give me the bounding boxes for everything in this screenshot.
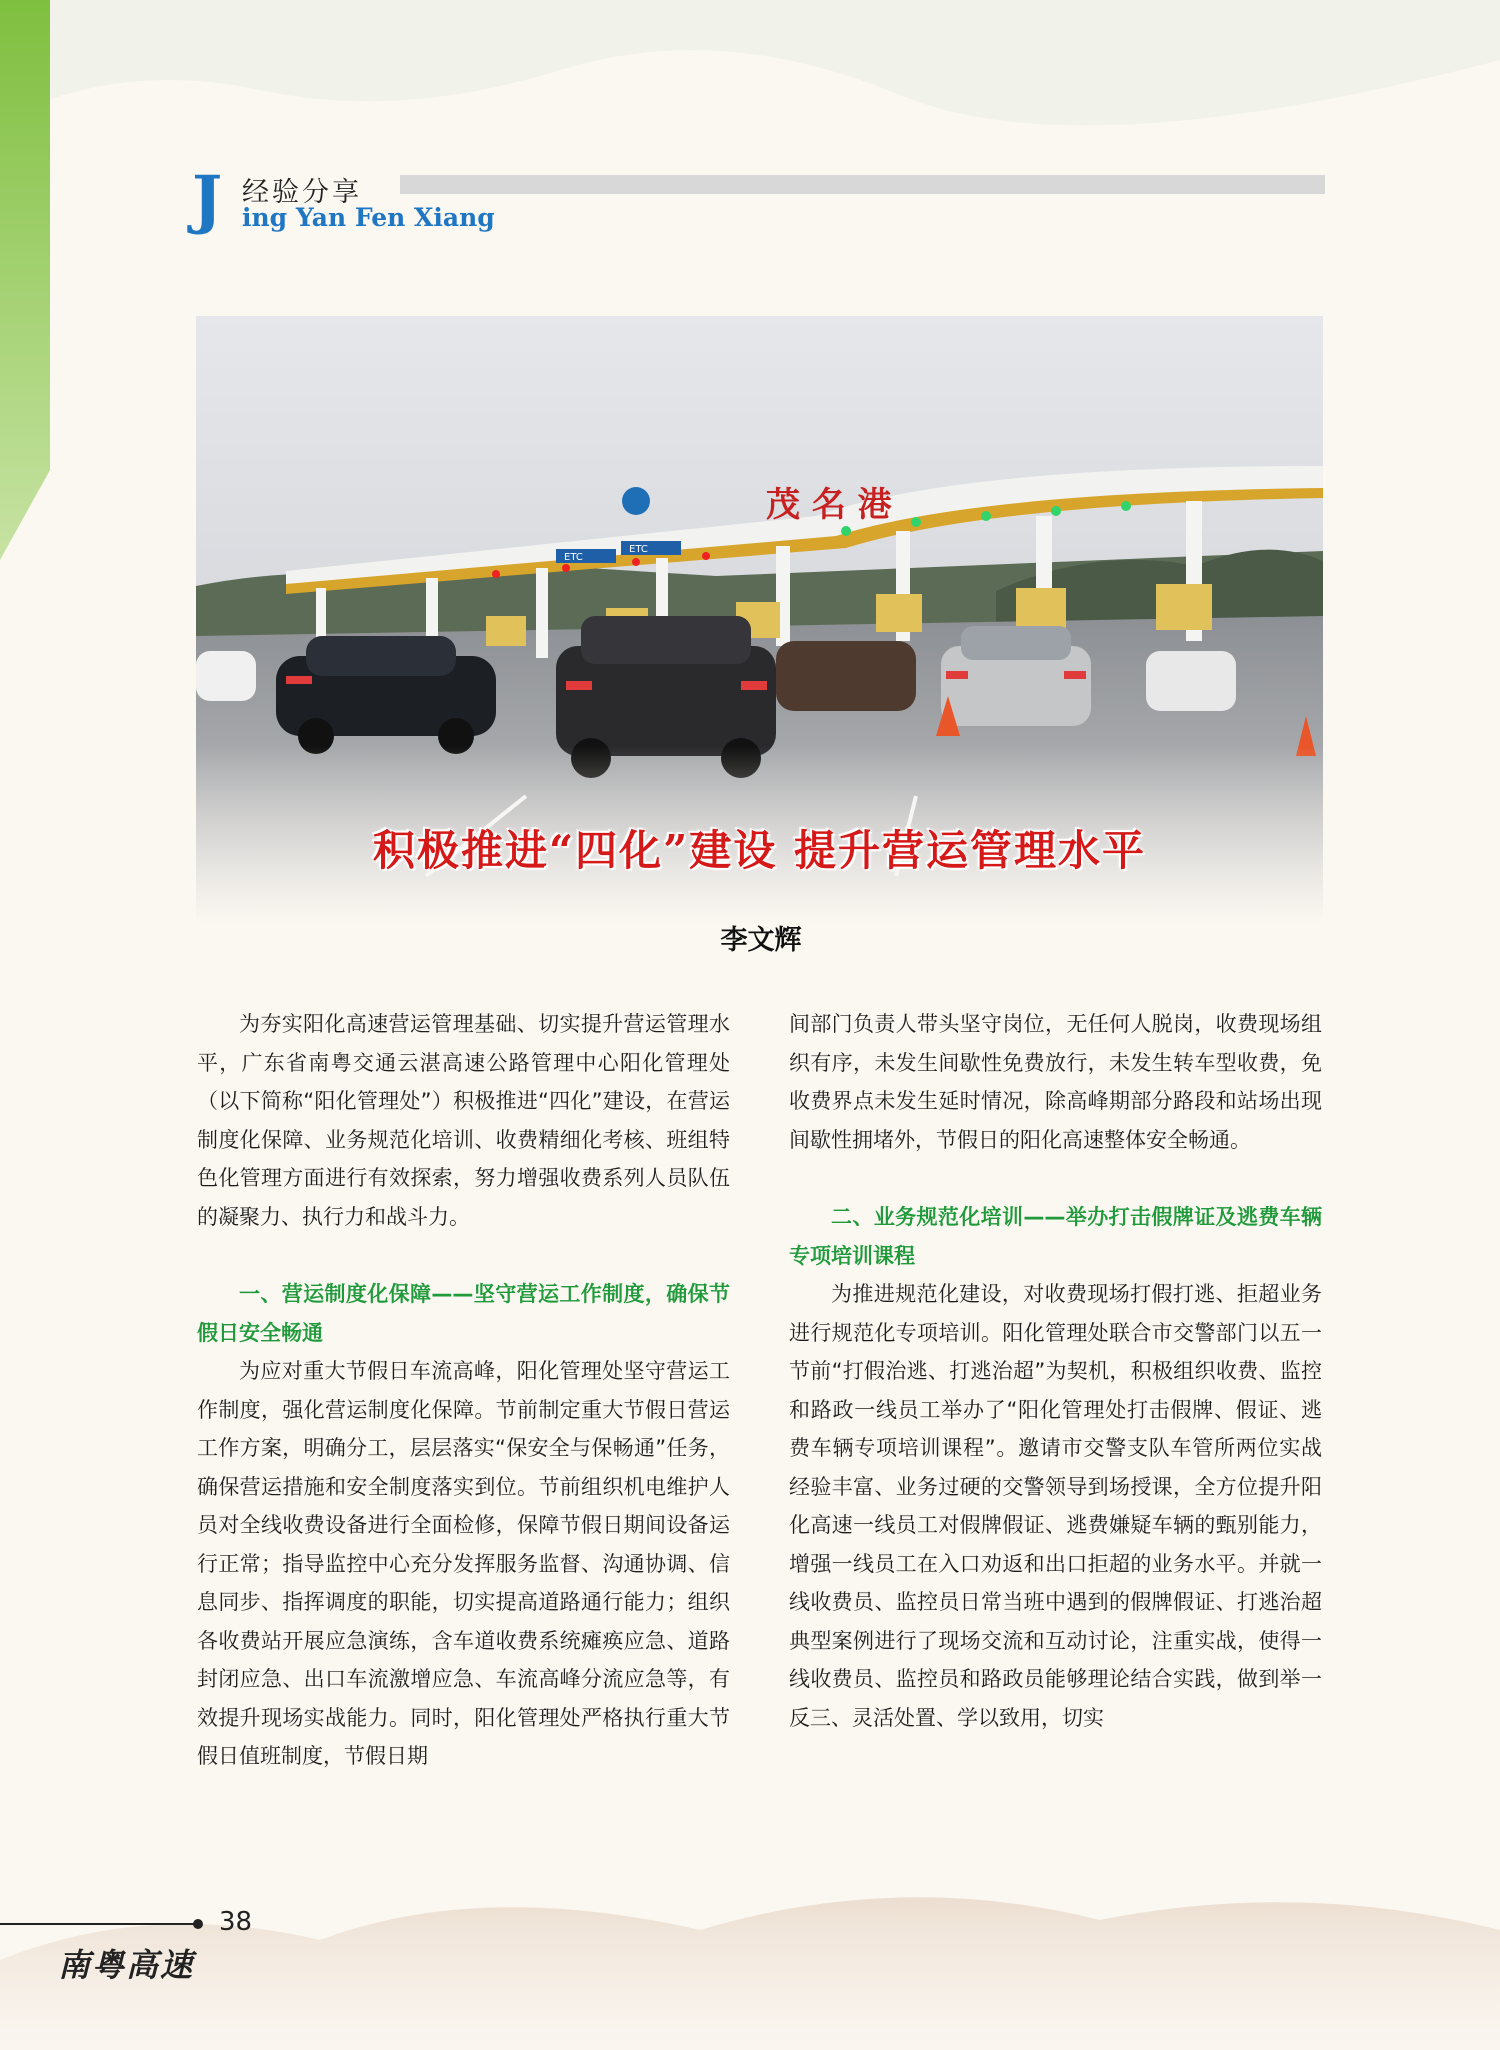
section-1-heading: 一、营运制度化保障——坚守营运工作制度，确保节假日安全畅通: [197, 1282, 730, 1345]
etc-sign-1: ETC: [564, 552, 583, 563]
section-1-continuation: 间部门负责人带头坚守岗位，无任何人脱岗，收费现场组织有序，未发生间歇性免费放行，未发生转车型收费，免收费界点未发生延时情况，除高峰期部分路段和站场出现间歇性拥堵外，节假日的阳化高速整体安全畅通。: [789, 1012, 1322, 1152]
intro-paragraph: 为夯实阳化高速营运管理基础、切实提升营运管理水平，广东省南粤交通云湛高速公路管理中心阳化管理处（以下简称“阳化管理处”）积极推进“四化”建设，在营运制度化保障、业务规范化培训、收费精细化考核、班组特色化管理方面进行有效探索，努力增强收费系列人员队伍的凝聚力、执行力和战斗力。: [197, 1012, 730, 1229]
plaza-sign-text: 茂 名 港: [766, 485, 892, 525]
section-2-heading: 二、业务规范化培训——举办打击假牌证及逃费车辆专项培训课程: [789, 1205, 1322, 1268]
section-title-pinyin: ing Yan Fen Xiang: [242, 203, 495, 232]
header-bar: [400, 175, 1325, 194]
right-column: [789, 1005, 1322, 1737]
footer-dot: [193, 1919, 203, 1929]
page-number: 38: [219, 1907, 253, 1937]
green-corner-band: [0, 0, 50, 560]
section-1-body: 为应对重大节假日车流高峰，阳化管理处坚守营运工作制度，强化营运制度化保障。节前制定重大节假日营运工作方案，明确分工，层层落实“保安全与保畅通”任务，确保营运措施和安全制度落实到位。节前组织机电维护人员对全线收费设备进行全面检修，保障节假日期间设备运行正常；指导监控中心充分发挥服务监督、沟通协调、信息同步、指挥调度的职能，切实提高道路通行能力；组织各收费站开展应急演练，含车道收费系统瘫痪应急、道路封闭应急、出口车流激增应急、车流高峰分流应急等，有效提升现场实战能力。同时，阳化管理处严格执行重大节假日值班制度，节假日期: [197, 1359, 730, 1768]
article-title: 积极推进“四化”建设 提升营运管理水平: [373, 826, 1146, 875]
author-name: 李文辉: [720, 925, 802, 956]
footer-rule: [0, 1923, 197, 1925]
etc-sign-2: ETC: [629, 544, 648, 555]
magazine-logo: 南粤高速: [58, 1946, 195, 1984]
section-2-body: 为推进规范化建设，对收费现场打假打逃、拒超业务进行规范化专项培训。阳化管理处联合市交警部门以五一节前“打假治逃、打逃治超”为契机，积极组织收费、监控和路政一线员工举办了“阳化管理处打击假牌、假证、逃费车辆专项培训课程”。邀请市交警支队车管所两位实战经验丰富、业务过硬的交警领导到场授课，全方位提升阳化高速一线员工对假牌假证、逃费嫌疑车辆的甄别能力，增强一线员工在入口劝返和出口拒超的业务水平。并就一线收费员、监控员日常当班中遇到的假牌假证、打逃治超典型案例进行了现场交流和互动讨论，注重实战，使得一线收费员、监控员和路政员能够理论结合实践，做到举一反三、灵活处置、学以致用，切实: [789, 1282, 1322, 1730]
section-initial-letter: J: [192, 162, 223, 237]
left-column: [197, 1005, 730, 1776]
section-title-chinese: 经验分享: [242, 177, 362, 208]
